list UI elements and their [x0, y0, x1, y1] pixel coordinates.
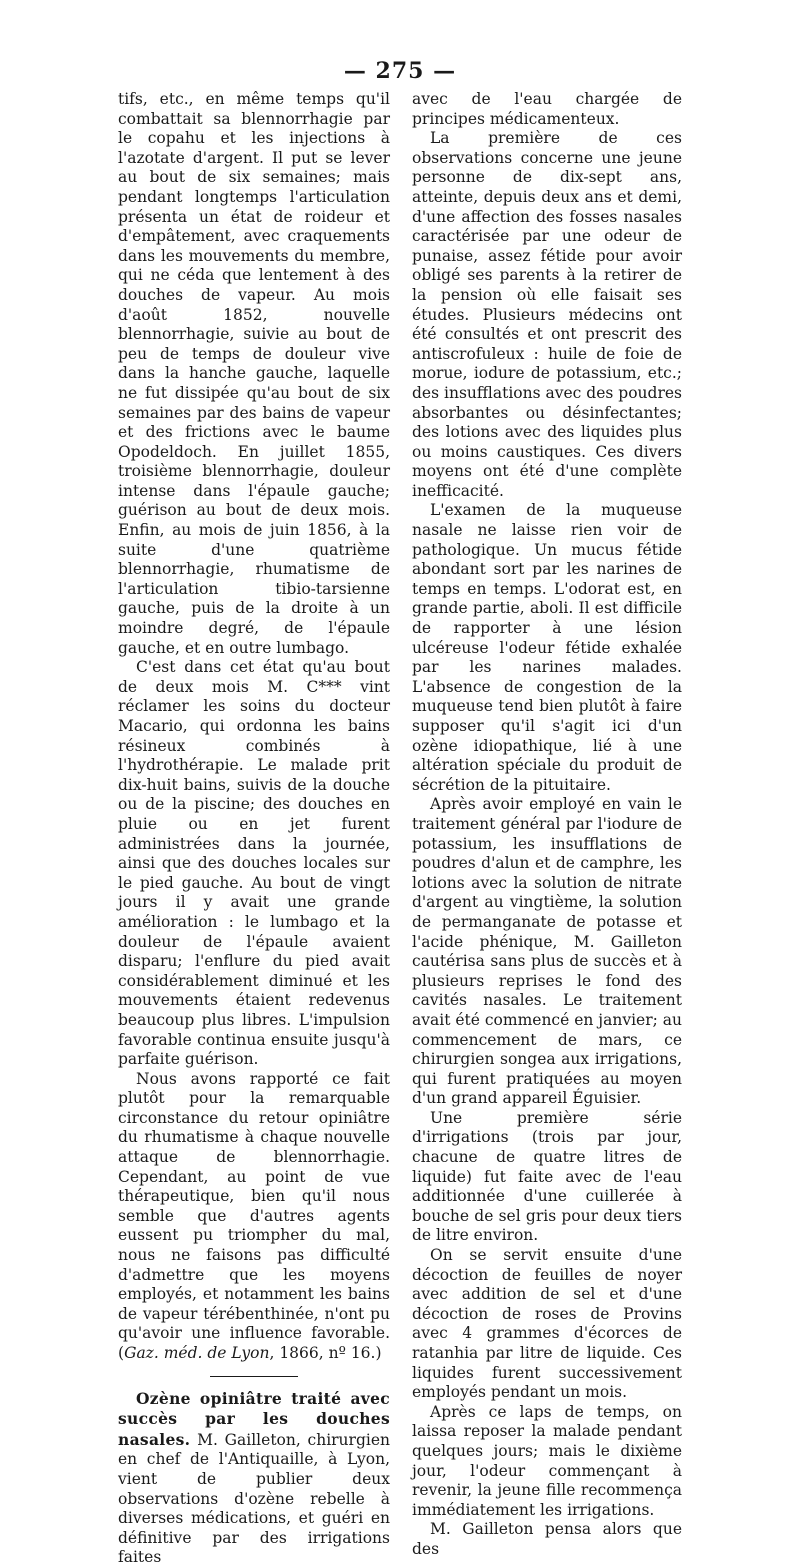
paragraph: C'est dans cet état qu'au bout de deux mois M. C*** vint réclamer les soins du docteur Macario, qui ordonna les bains résineux combinés à l'hydrothérapie. Le malade prit dix-huit bains, suivis de la douche ou de la piscine; des douches en pluie ou en jet furent administrées dans la journée, ainsi que des douches locales sur le pied gauche. Au bout de vingt jours il y avait une grande amélioration : le lumbago et la douleur de l'épaule avaient disparu; l'enflure du pied avait considérablement diminué et les mouvements étaient redevenus beaucoup plus libres. L'impulsion favorable continua ensuite jusqu'à parfaite guérison. [118, 658, 390, 1069]
paragraph [118, 1070, 390, 1364]
page-number: — 275 — [343, 58, 457, 84]
right-column [412, 90, 682, 1560]
citation: Gaz. méd. de Lyon [124, 1344, 270, 1362]
section-paragraph [118, 1389, 390, 1568]
paragraph-text: , 1866, nº 16.) [269, 1344, 382, 1362]
paragraph: tifs, etc., en même temps qu'il combattait sa blennorrhagie par le copahu et les injections à l'azotate d'argent. Il put se lever au bout de six semaines; mais pendant longtemps l'articulation présenta un état de roideur et d'empâtement, avec craquements dans les mouvements du membre, qui ne céda que lentement à des douches de vapeur. Au mois d'août 1852, nouvelle blennorrhagie, suivie au bout de peu de temps de douleur vive dans la hanche gauche, laquelle ne fut dissipée qu'au bout de six semaines par des bains de vapeur et des frictions avec le baume Opodeldoch. En juillet 1855, troisième blennorrhagie, douleur intense dans l'épaule gauche; guérison au bout de deux mois. Enfin, au mois de juin 1856, à la suite d'une quatrième blennorrhagie, rhumatisme de l'articulation tibio-tarsienne gauche, puis de la droite à un moindre degré, de l'épaule gauche, et en outre lumbago. [118, 90, 390, 657]
paragraph: Une première série d'irrigations (trois par jour, chacune de quatre litres de liquide) fut faite avec de l'eau additionnée d'une cuillerée à bouche de sel gris pour deux tiers de litre environ. [412, 1108, 682, 1245]
section-text: M. Gailleton, chirurgien en chef de l'Antiquaille, à Lyon, vient de publier deux observations d'ozène rebelle à diverses médications, et guéri en définitive par des irrigations faites [118, 1430, 390, 1567]
paragraph: La première de ces observations concerne une jeune personne de dix-sept ans, atteinte, depuis deux ans et demi, d'une affection des fosses nasales caractérisée par une odeur de punaise, assez fétide pour avoir obligé ses parents à la retirer de la pension où elle faisait ses études. Plusieurs médecins ont été consultés et ont prescrit des antiscrofuleux : huile de foie de morue, iodure de potassium, etc.; des insufflations avec des poudres absorbantes ou désinfectantes; des lotions avec des liquides plus ou moins caustiques. Ces divers moyens ont été d'une complète inefficacité. [412, 129, 682, 500]
paragraph: M. Gailleton pensa alors que des [412, 1520, 682, 1558]
paragraph: Après ce laps de temps, on laissa reposer la malade pendant quelques jours; mais le dixième jour, l'odeur commençant à revenir, la jeune fille recommença immédiatement les irrigations. [412, 1402, 682, 1519]
left-column [118, 90, 390, 1568]
paragraph: L'examen de la muqueuse nasale ne laisse rien voir de pathologique. Un mucus fétide abondant sort par les narines de temps en temps. L'odorat est, en grande partie, aboli. Il est difficile de rapporter à une lésion ulcéreuse l'odeur fétide exhalée par les narines malades. L'absence de congestion de la muqueuse tend bien plutôt à faire supposer qu'il s'agit ici d'un ozène idiopathique, lié à une altération spéciale du produit de sécrétion de la pituitaire. [412, 501, 682, 794]
paragraph-text: Nous avons rapporté ce fait plutôt pour la remarquable circonstance du retour opiniâtre du rhumatisme à chaque nouvelle attaque de blennorrhagie. Cependant, au point de vue thérapeutique, bien qu'il nous semble que d'autres agents eussent pu triompher du mal, nous ne faisons pas difficulté d'admettre que les moyens employés, et notamment les bains de vapeur térébenthinée, n'ont pu qu'avoir une influence favorable. ( [118, 1069, 390, 1362]
section-title: Ozène opiniâtre traité avec succès par les douches nasales. [118, 1388, 390, 1449]
paragraph: Après avoir employé en vain le traitement général par l'iodure de potassium, les insufflations de poudres d'alun et de camphre, les lotions avec la solution de nitrate d'argent au vingtième, la solution de permanganate de potasse et l'acide phénique, M. Gailleton cautérisa sans plus de succès et à plusieurs reprises le fond des cavités nasales. Le traitement avait été commencé en janvier; au commencement de mars, ce chirurgien songea aux irrigations, qui furent pratiquées au moyen d'un grand appareil Éguisier. [412, 795, 682, 1108]
section-divider [210, 1376, 298, 1377]
paragraph: avec de l'eau chargée de principes médicamenteux. [412, 90, 682, 128]
paragraph: On se servit ensuite d'une décoction de feuilles de noyer avec addition de sel et d'une décoction de roses de Provins avec 4 grammes d'écorces de ratanhia par litre de liquide. Ces liquides furent successivement employés pendant un mois. [412, 1246, 682, 1402]
